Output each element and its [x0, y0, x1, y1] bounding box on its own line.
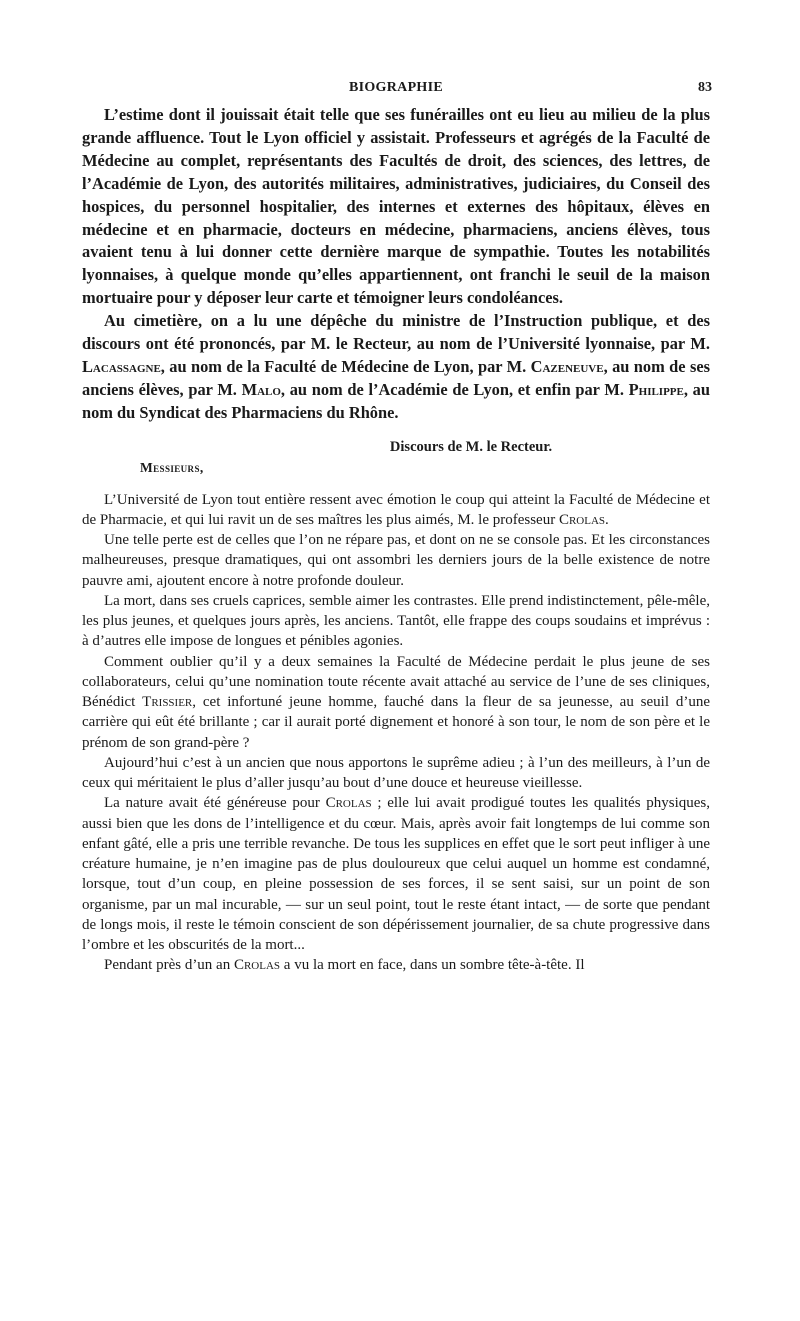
- text-run: a vu la mort en face, dans un sombre tête-à-tête. Il: [280, 957, 585, 974]
- running-title: BIOGRAPHIE: [348, 80, 443, 95]
- text-run: ; elle lui avait prodigué toutes les qualités physiques, aussi bien que les dons de l’intelligence et du cœur. Mais, après avoir fait longtemps de lui comme son enfant gâté, elle a pris une terrible revanche. De tous les supplices en effet que le sort peut infliger à une créature humaine, je n’en imagine pas de plus douloureux que celui auquel un homme est condamné, lorsque, tout d’un coup, en pleine possession de ses forces, il se sent saisi, sur un point de son organisme, par un mal incurable, — sur un seul point, tout le reste étant intact, — de sorte que pendant de longs mois, il reste le témoin conscient de son dépérissement journalier, de sa chute progressive dans l’ombre et les obscurités de la mort...: [82, 795, 710, 954]
- person-name-trissier: Trissier: [142, 694, 193, 711]
- text-run: Comment oublier qu’il y a deux semaines la Faculté de Médecine perdait le plus jeune de ses collaborateurs, celui qu’une nomination toute récente avait attaché au service de l’une de ses cliniques, Bénédict: [82, 653, 710, 711]
- text-run: , au nom de ses anciens élèves, par M.: [82, 356, 710, 399]
- person-name-lacassagne: Lacassagne: [82, 356, 161, 376]
- person-name-malo: Malo: [241, 379, 281, 399]
- text-run: , cet infortuné jeune homme, fauché dans la fleur de sa jeunesse, au seuil d’une carrière qui eût été brillante ; car il aurait porté dignement et honoré à son tour, le nom de son père et le prénom de son grand-père ?: [82, 694, 710, 751]
- running-head: [82, 78, 710, 100]
- speech-paragraph-7: [82, 955, 710, 975]
- person-name-philippe: Philippe: [628, 379, 684, 399]
- person-name-cazeneuve: Cazeneuve: [530, 356, 604, 376]
- person-name-crolas: Crolas: [233, 957, 281, 974]
- speech-paragraph-3: La mort, dans ses cruels caprices, semble aimer les contrastes. Elle prend indistinctement, pêle-mêle, les plus jeunes, et quelques jours après, les anciens. Tantôt, elle frappe des coups soudains et imprévus : à d’autres elle impose de longues et pénibles agonies.: [82, 592, 710, 650]
- speech-title: Discours de M. le Recteur.: [389, 438, 553, 455]
- speech-salutation: Messieurs,: [140, 459, 204, 475]
- speech-paragraph-1: [82, 490, 710, 531]
- text-run: , au nom du Syndicat des Pharmaciens du Rhône.: [82, 379, 710, 422]
- book-page: [82, 78, 710, 976]
- text-run: Pendant près d’un an: [104, 957, 234, 974]
- paragraph-cemetery-speeches: [82, 310, 710, 425]
- person-name-crolas: Crolas: [325, 795, 372, 812]
- speech-paragraph-2: Une telle perte est de celles que l’on ne répare pas, et dont on ne se console pas. Et les circonstances malheureuses, presque dramatiques, qui ont assombri les derniers jours de la belle existence de notre pauvre ami, ajoutent encore à notre profonde douleur.: [82, 532, 710, 589]
- speech-paragraph-5: Aujourd’hui c’est à un ancien que nous apportons le suprême adieu ; à l’un des meilleurs, à l’un de ceux qui méritaient le plus d’aller jusqu’au bout d’une douce et heureuse vieillesse.: [82, 754, 710, 792]
- text-run: .: [605, 511, 609, 528]
- speech-paragraph-4: [82, 652, 710, 753]
- person-name-crolas: Crolas: [558, 511, 606, 528]
- speech-text: [82, 490, 710, 976]
- page-number: 83: [698, 80, 712, 95]
- text-run: , au nom de l’Académie de Lyon, et enfin par M.: [280, 379, 629, 399]
- text-run: L’Université de Lyon tout entière ressent avec émotion le coup qui atteint la Faculté de Médecine et de Pharmacie, et qui lui ravit un de ses maîtres les plus aimés, M. le professeur: [82, 491, 710, 528]
- main-text: [82, 104, 710, 425]
- text-run: , au nom de la Faculté de Médecine de Lyon, par M.: [160, 356, 531, 376]
- paragraph-funeral-attendance: L’estime dont il jouissait était telle que ses funérailles ont eu lieu au milieu de la plus grande affluence. Tout le Lyon officiel y assistait. Professeurs et agrégés de la Faculté de Médecine au complet, représentants des Facultés de droit, des sciences, des lettres, de l’Académie de Lyon, des autorités militaires, administratives, judiciaires, du Conseil des hospices, du personnel hospitalier, des internes et externes des hôpitaux, élèves en médecine et en pharmacie, docteurs en médecine, pharmaciens, anciens élèves, tous avaient tenu à lui donner cette dernière marque de sympathie. Toutes les notabilités lyonnaises, à quelque monde qu’elles appartiennent, ont franchi le seuil de la maison mortuaire pour y déposer leur carte et témoigner leurs condoléances.: [82, 105, 710, 308]
- text-run: La nature avait été généreuse pour: [104, 795, 326, 812]
- text-run: Au cimetière, on a lu une dépêche du ministre de l’Instruction publique, et des discours ont été prononcés, par M. le Recteur, au nom de l’Université lyonnaise, par M.: [82, 311, 710, 354]
- speech-paragraph-6: [82, 793, 710, 955]
